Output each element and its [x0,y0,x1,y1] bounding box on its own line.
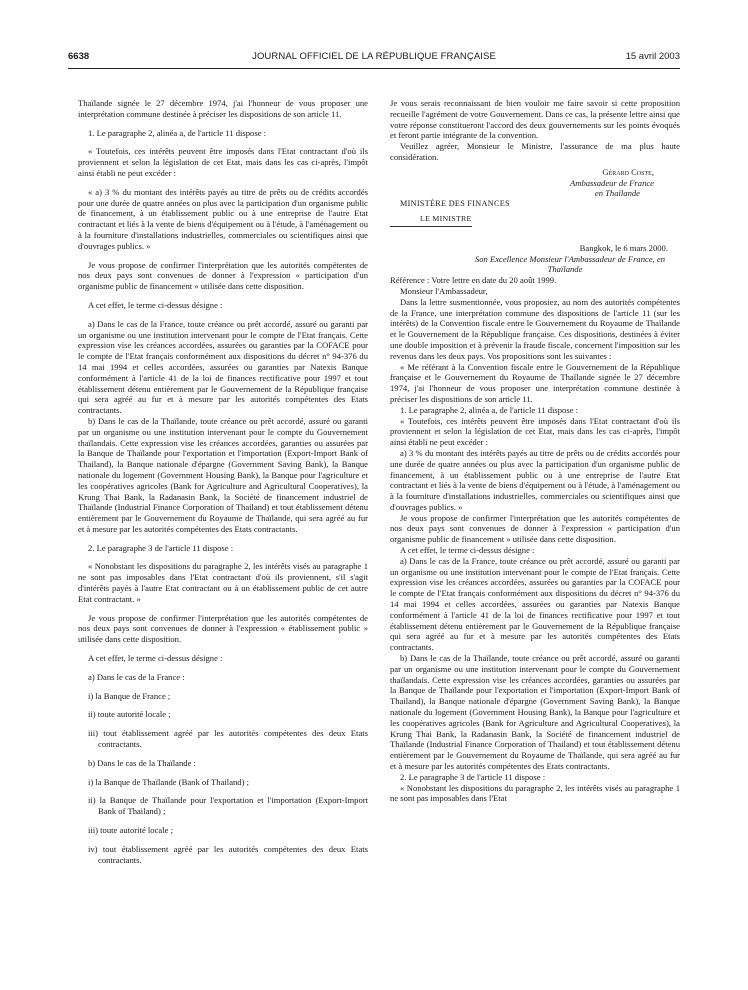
signature-name: Gérard Coste, [602,166,654,177]
list-item: iii) tout établissement agréé par les autorités compétentes des deux Etats contractants. [88,728,368,750]
paragraph: Dans la lettre susmentionnée, vous proposiez, au nom des autorités compétentes de la France, une interprétation commune des dispositions de l'article 11 (sur les intérêts) de la Convention fiscale entre le Gouvernement du Royaume de Thaïlande et le Gouvernement de la République française. Ces dispositions, destinées à éviter une double imposition et à prévenir la fraude fiscale, concernent l'imposition sur les revenus dans les deux pays. Vos propositions sont les suivantes : [390,296,680,361]
signature-location: en Thaïlande [594,188,640,199]
paragraph: Je vous propose de confirmer l'interprétation que les autorités compétentes de nos deux pays sont convenues de donner à l'expression « établissement public » utilisée dans cette disposition. [78,612,368,645]
paragraph: 1. Le paragraphe 2, alinéa a, de l'article 11 dispose : [88,127,267,138]
paragraph: b) Dans le cas de la Thaïlande, toute créance ou prêt accordé, assuré ou garanti par un organisme ou une institution intervenant pour le compte du Gouvernement thaïlandais. Cette expression vise les créances accordées, garanties ou assurées par la Banque de Thaïlande pour l'exportation et l'importation (Export-Import Bank of Thailand), la Banque nationale d'épargne (Government Saving Bank), la Banque nationale du logement (Government Housing Bank), la Banque pour l'agriculture et les coopératives agricoles (Bank for Agriculture and Agricultural Cooperatives), la Krung Thai Bank, la Radanasin Bank, la Société de financement industriel de Thaïlande (Industrial Finance Corporation of Thailand) et tout établissement détenu entièrement par le Gouvernement du Royaume de Thaïlande, qui sera agréé au fur et à mesure par les autorités compétentes des Etats contractants. [390,653,680,772]
ministry-heading: MINISTÈRE DES FINANCES [400,199,510,209]
right-column [390,98,680,804]
page-header [68,50,680,64]
paragraph: Je vous serais reconnaissant de bien vouloir me faire savoir si cette proposition recueille l'agrément de votre Gouvernement. Dans ce cas, la présente lettre ainsi que votre réponse constitueront l'accord des deux gouvernements sur les points évoqués et feront partie intégrante de la convention. [390,98,680,141]
salutation: Monsieur l'Ambassadeur, [400,285,488,296]
paragraph: Je vous propose de confirmer l'interprétation que les autorités compétentes de nos deux pays sont convenues de donner à l'expression « participation d'un organisme public de financement » utilisée dans cette disposition. [390,512,680,545]
list-heading: a) Dans le cas de la France : [88,671,185,682]
paragraph: Veuillez agréer, Monsieur le Ministre, l'assurance de ma plus haute considération. [390,141,680,162]
paragraph: A cet effet, le terme ci-dessus désigne : [88,299,223,310]
header-rule [68,68,680,69]
list-item: iv) tout établissement agréé par les autorités compétentes des deux Etats contractants. [88,843,368,865]
paragraph: 2. Le paragraphe 3 de l'article 11 dispose : [88,542,234,553]
list-item: ii) toute autorité locale ; [88,709,171,720]
letter-date: Bangkok, le 6 mars 2000. [579,242,668,253]
list-heading: b) Dans le cas de la Thaïlande : [88,757,196,768]
left-column [78,98,368,865]
journal-title: JOURNAL OFFICIEL DE LA RÉPUBLIQUE FRANÇAISE [252,51,496,62]
minister-heading: LE MINISTRE [390,214,472,227]
paragraph: « Me référant à la Convention fiscale entre le Gouvernement de la République française et le Gouvernement du Royaume de Thaïlande signée le 27 décembre 1974, j'ai l'honneur de vous proposer une interprétation commune destinée à préciser les dispositions de son article 11. [390,361,680,404]
signature-title: Ambassadeur de France [569,177,654,188]
issue-date: 15 avril 2003 [625,51,680,62]
paragraph: 1. Le paragraphe 2, alinéa a, de l'article 11 dispose : [400,404,579,415]
list-item: iii) toute autorité locale ; [88,825,173,836]
paragraph: « Nonobstant les dispositions du paragraphe 2, les intérêts visés au paragraphe 1 ne sont pas imposables dans l'Etat [390,782,680,804]
list-item: ii) la Banque de Thaïlande pour l'exportation et l'importation (Export-Import Bank of Thailand) ; [88,795,368,817]
paragraph: Je vous propose de confirmer l'interprétation que les autorités compétentes de nos deux pays sont convenues de donner à l'expression « participation d'un organisme public de financement » utilisée dans cette disposition. [78,259,368,292]
page-number: 6638 [68,51,90,62]
paragraph: b) Dans le cas de la Thaïlande, toute créance ou prêt accordé, assuré ou garanti par un organisme ou une institution intervenant pour le compte du Gouvernement thaïlandais. Cette expression vise les créances accordées, garanties ou assurées par la Banque de Thaïlande pour l'exportation et l'importation (Export-Import Bank of Thailand), la Banque nationale d'épargne (Government Saving Bank), la Banque nationale du logement (Government Housing Bank), la Banque pour l'agriculture et les coopératives agricoles (Bank for Agriculture and Agricultural Cooperatives), la Krung Thai Bank, la Radanasin Bank, la Société de financement industriel de Thaïlande (Industrial Finance Corporation of Thailand) et tout établissement détenu entièrement par le Gouvernement du Royaume de Thaïlande, qui sera agréé au fur et à mesure par les autorités compétentes des Etats contractants. [78,415,368,534]
list-item: i) la Banque de France ; [88,690,171,701]
paragraph: « Toutefois, ces intérêts peuvent être imposés dans l'Etat contractant d'où ils proviennent et selon la législation de cet Etat, mais dans les cas ci-après, l'impôt ainsi établi ne peut excéder : [390,415,680,448]
paragraph: « a) 3 % du montant des intérêts payés au titre de prêts ou de crédits accordés pour une durée de quatre années ou plus avec la participation d'un organisme public de financement, à un établissement public ou à une entreprise de l'autre Etat contractant et liés à la vente de biens d'équipement ou à l'étude, à l'aménagement ou à la fourniture d'installations industrielles, commerciales ou scientifiques ainsi que d'ouvrages publics. » [78,186,368,251]
letter-reference: Référence : Votre lettre en date du 20 août 1999. [390,275,557,286]
paragraph: A cet effet, le terme ci-dessus désigne : [88,653,223,664]
paragraph: a) Dans le cas de la France, toute créance ou prêt accordé, assuré ou garanti par un organisme ou une institution intervenant pour le compte de l'Etat français. Cette expression vise les créances accordées, assurées ou garanties par la COFACE pour le compte de l'Etat français conformément aux dispositions du décret n° 94-376 du 14 mai 1994 et celles accordées, assurées ou garanties par Natexis Banque conformément à l'article 41 de la loi de finances rectificative pour 1997 et tout établissement détenu entièrement par le Gouvernement de la République française qui sera agréé au fur et à mesure par les autorités compétentes des Etats contractants. [390,555,680,653]
paragraph: « Nonobstant les dispositions du paragraphe 2, les intérêts visés au paragraphe 1 ne sont pas imposables dans l'Etat contractant d'où ils proviennent, s'il s'agit d'intérêts payés à l'autre Etat contractant ou à un établissement public de cet autre Etat contractant. » [78,561,368,604]
paragraph: a) Dans le cas de la France, toute créance ou prêt accordé, assuré ou garanti par un organisme ou une institution intervenant pour le compte de l'Etat français. Cette expression vise les créances accordées, assurées ou garanties par la COFACE pour le compte de l'Etat français conformément aux dispositions du décret n° 94-376 du 14 mai 1994 et celles accordées, assurées ou garanties par Natexis Banque conformément à l'article 41 de la loi de finances rectificative pour 1997 et tout établissement détenu entièrement par le Gouvernement de la République française qui sera agréé au fur et à mesure par les autorités compétentes des Etats contractants. [78,318,368,416]
paragraph: a) 3 % du montant des intérêts payés au titre de prêts ou de crédits accordés pour une durée de quatre années ou plus avec la participation d'un organisme public de financement, à un établissement public ou à une entreprise de l'autre Etat contractant et liés à la vente de biens d'équipement ou à l'étude, à l'aménagement ou à la fourniture d'installations industrielles, commerciales ou scientifiques ainsi que d'ouvrages publics. » [390,447,680,512]
letter-recipient: Son Excellence Monsieur l'Ambassadeur de France, en Thaïlande [474,253,666,275]
paragraph: « Toutefois, ces intérêts peuvent être imposés dans l'Etat contractant d'où ils proviennent et selon la législation de cet Etat, mais dans les cas ci-après, l'impôt ainsi établi ne peut excéder : [78,146,368,178]
paragraph: Thaïlande signée le 27 décembre 1974, j'ai l'honneur de vous proposer une interprétation commune destinée à préciser les dispositions de son article 11. [78,98,368,119]
paragraph: A cet effet, le terme ci-dessus désigne : [400,545,535,556]
list-item: i) la Banque de Thaïlande (Bank of Thailand) ; [88,776,250,787]
paragraph: 2. Le paragraphe 3 de l'article 11 dispose : [400,771,546,782]
